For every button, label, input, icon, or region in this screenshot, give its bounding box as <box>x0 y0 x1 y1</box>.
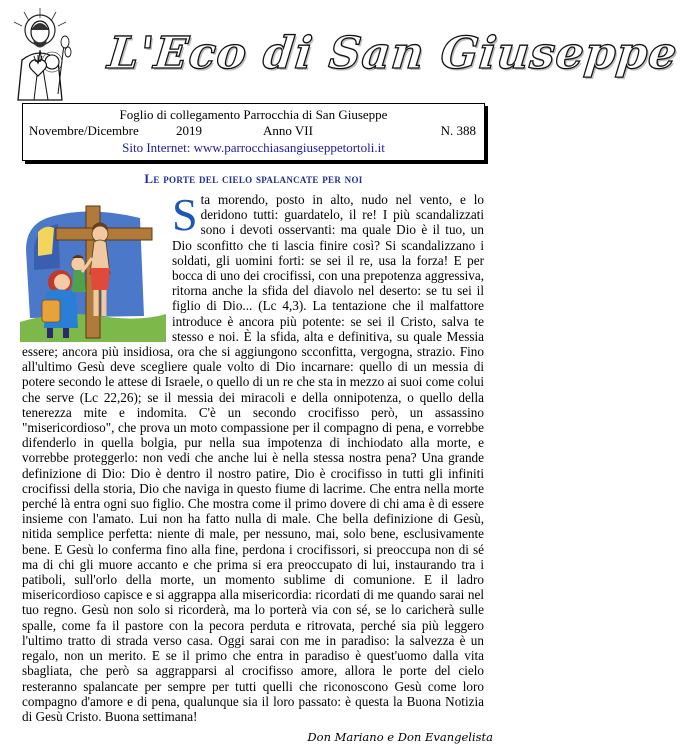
issue-details <box>23 123 484 139</box>
article-dropcap: S <box>172 189 198 240</box>
article-signature: Don Mariano e Don Evangelista <box>307 730 493 744</box>
issue-number: N. 388 <box>440 123 476 138</box>
masthead-title: L'Eco di San Giuseppe <box>105 28 681 79</box>
website-link[interactable]: Sito Internet: www.parrocchiasangiuseppetortoli.it <box>122 140 385 155</box>
article-body <box>22 189 484 724</box>
issue-volume: Anno VII <box>263 123 313 138</box>
article-title: Le porte del cielo spalancate per noi <box>144 171 363 186</box>
issue-year: 2019 <box>176 123 202 138</box>
issue-period: Novembre/Dicembre <box>29 123 139 138</box>
article-text: ta morendo, posto in alto, nudo nel vento, e lo deridono tutti: guardatelo, il re! I più scandalizzati sono i devoti osservanti: ma quale Dio è il tuo, un Dio sconfitto che ti lascia finire così? Si scandalizzano i soldati, gli uomini forti: se sei il re, usa la forza! E per bocca di uno dei crocifissi, con una prepotenza aggressiva, ritorna anche la sfida del diavolo nel deserto: se tu sei il figlio di Dio... (Lc 4,3). La tentazione che il malfattore introduce è ancora più potente: se sei il Cristo, salva te stesso e noi. È la sfida, alta e definitiva, su quale Messia essere; ancora più insidiosa, ora che si aggiungono scconfitta, vergogna, strazio. Fino all'ultimo Gesù deve scegliere quale volto di Dio incarnare: quello di un messia di potere secondo le attese di Israele, o quello di un re che sta in mezzo ai suoi come colui che serve (Lc 22,26); se il messia dei miracoli e della onnipotenza, o quello della tenerezza mite e indomita. C'è un secondo crocifisso però, un assassino "misericordioso", che prova un moto compassione per il compagno di pena, e vorrebbe difenderlo in quella bolgia, pur nella sua impotenza di inchiodato alla morte, e vorrebbe proteggerlo: non vedi che anche lui è nella stessa nostra pena? Una grande definizione di Dio: Dio è dentro il nostro patire, Dio è crocifisso in tutti gli infiniti crocifissi della storia, Dio che naviga in questo fiume di lacrime. Che entra nella morte perché là entra ogni suo figlio. Che mostra come il primo dovere di chi ama è di essere insieme con l'amato. Lui non ha fatto nulla di male. Che bella definizione di Gesù, nitida semplice perfetta: niente di male, per nessuno, mai, solo bene, esclusivamente bene. E Gesù lo conferma fino alla fine, perdona i crocifissori, si preoccupa non di sé ma di chi gli muore accanto e che prima si era preoccupato di lui, instaurando tra i patiboli, sull'orlo della morte, un momento sublime di comunione. E il ladro misericordioso capisce e si aggrappa alla misericordia: ricordati di me quando sarai nel tuo regno. Gesù non solo si ricorderà, ma lo porterà via con sé, se lo caricherà sulle spalle, come fa il pastore con la pecora perduta e ritrovata, perché sia più leggero l'ultimo tratto di strada verso casa. Oggi sarai con me in paradiso: la salvezza è un regalo, non un merito. E se il primo che entra in paradiso è quest'uomo dalla vita sbagliata, che però sa aggrapparsi al crocifisso amore, allora le porte del cielo resteranno spalancate per sempre per tutti quelli che riconoscono Gesù come loro compagno d'amore e di pena, qualunque sia il loro passato: è questa la Buona Notizia di Gesù Cristo. Buona settimana! <box>22 192 484 724</box>
crucifixion-children-illustration <box>20 198 166 342</box>
bulletin-subtitle: Foglio di collegamento Parrocchia di San Giuseppe <box>119 107 388 122</box>
bulletin-info-box <box>22 103 485 161</box>
saint-joseph-portrait-icon <box>4 4 76 100</box>
